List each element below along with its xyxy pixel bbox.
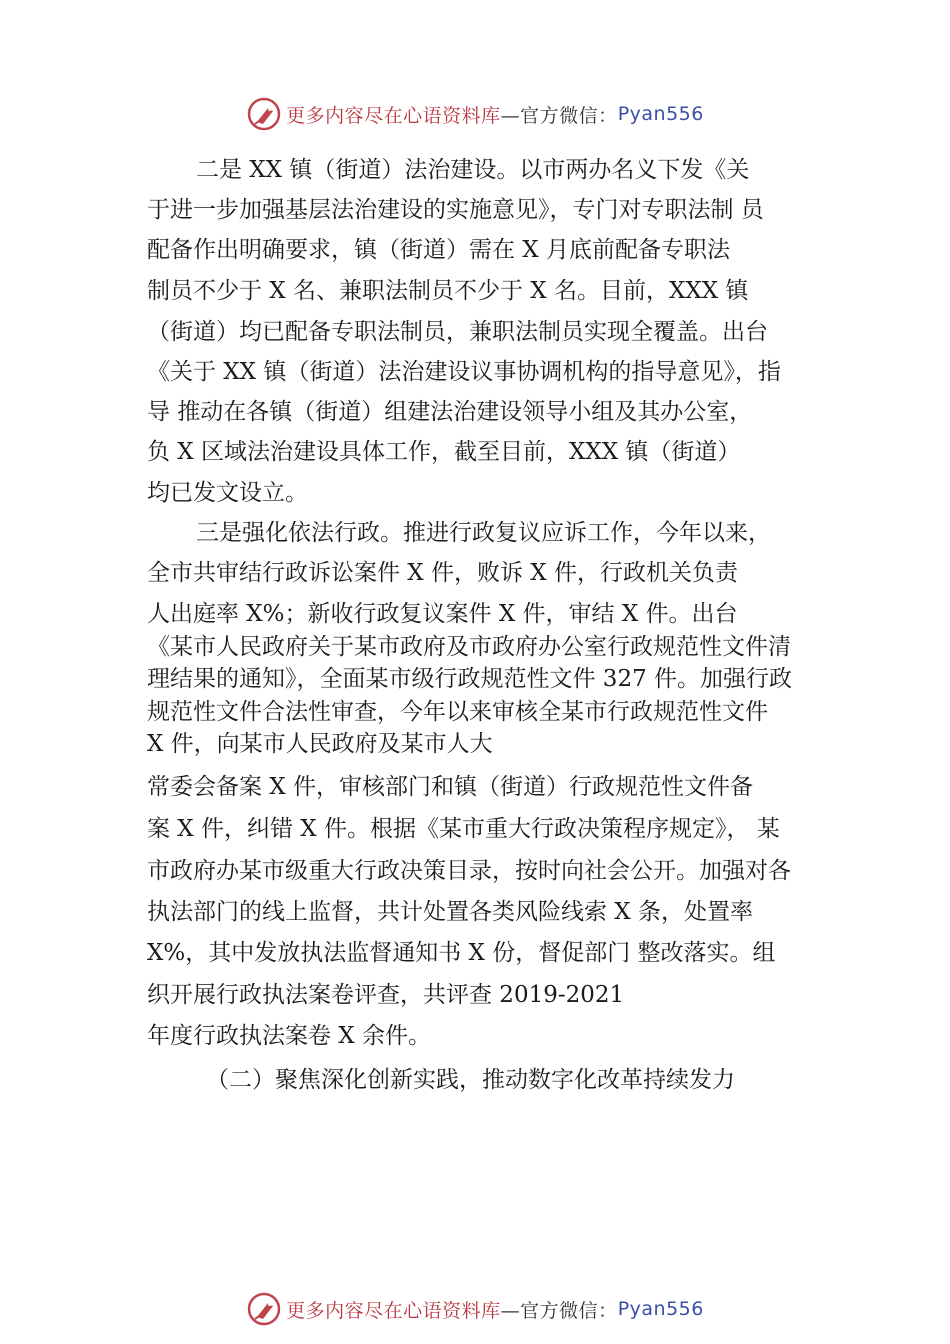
paragraph-line: 导 推动在各镇（街道）组建法治建设领导小组及其办公室， bbox=[147, 399, 753, 425]
paragraph-line: 织开展行政执法案卷评查，共评查 2019-2021 bbox=[147, 982, 625, 1008]
pen-nib-logo-icon bbox=[246, 1291, 282, 1327]
banner-separator: —官方微信： bbox=[500, 1299, 618, 1322]
section-heading: （二）聚焦深化创新实践，推动数字化改革持续发力 bbox=[206, 1067, 735, 1093]
paragraph-line: 理结果的通知》，全面某市级行政规范性文件 327 件。加强行政 bbox=[147, 666, 793, 692]
paragraph-line: 市政府办某市级重大行政决策目录，按时向社会公开。加强对各 bbox=[147, 858, 791, 884]
banner-wechat-id: Pyan556 bbox=[617, 1298, 704, 1320]
paragraph-line: 常委会备案 X 件，审核部门和镇（街道）行政规范性文件备 bbox=[147, 774, 753, 800]
paragraph-line: X 件，向某市人民政府及某市人大 bbox=[147, 731, 493, 757]
paragraph-line: 规范性文件合法性审查，今年以来审核全某市行政规范性文件 bbox=[147, 699, 768, 725]
footer-watermark-banner bbox=[0, 1289, 950, 1329]
paragraph-line: 制员不少于 X 名、兼职法制员不少于 X 名。目前，XXX 镇 bbox=[147, 278, 749, 304]
paragraph-line: 执法部门的线上监督，共计处置各类风险线索 X 条，处置率 bbox=[147, 899, 753, 925]
paragraph-line: 年度行政执法案卷 X 余件。 bbox=[147, 1023, 431, 1049]
banner-title: 更多内容尽在心语资料库 bbox=[286, 1299, 501, 1322]
paragraph-line: 人出庭率 X%；新收行政复议案件 X 件，审结 X 件。出台 bbox=[147, 601, 738, 627]
paragraph-line: 二是 XX 镇（街道）法治建设。以市两办名义下发《关 bbox=[196, 157, 750, 183]
banner-wechat-id: Pyan556 bbox=[617, 103, 704, 125]
paragraph-line: 《某市人民政府关于某市政府及市政府办公室行政规范性文件清 bbox=[147, 634, 791, 660]
banner-title: 更多内容尽在心语资料库 bbox=[286, 104, 501, 127]
paragraph-line: X%，其中发放执法监督通知书 X 份，督促部门 整改落实。组 bbox=[147, 940, 776, 966]
paragraph-line: （街道）均已配备专职法制员，兼职法制员实现全覆盖。出台 bbox=[147, 319, 768, 345]
paragraph-line: 负 X 区域法治建设具体工作，截至目前，XXX 镇（街道） bbox=[147, 439, 741, 465]
paragraph-line: 《关于 XX 镇（街道）法治建设议事协调机构的指导意见》，指 bbox=[147, 359, 781, 385]
paragraph-line: 全市共审结行政诉讼案件 X 件，败诉 X 件，行政机关负责 bbox=[147, 560, 738, 586]
paragraph-line: 案 X 件，纠错 X 件。根据《某市重大行政决策程序规定》， 某 bbox=[147, 816, 780, 842]
paragraph-line: 均已发文设立。 bbox=[147, 480, 308, 506]
banner-separator: —官方微信： bbox=[500, 104, 618, 127]
paragraph-line: 三是强化依法行政。推进行政复议应诉工作，今年以来， bbox=[196, 520, 771, 546]
paragraph-line: 配备作出明确要求，镇（街道）需在 X 月底前配备专职法 bbox=[147, 237, 730, 263]
paragraph-line: 于进一步加强基层法治建设的实施意见》，专门对专职法制 员 bbox=[147, 197, 764, 223]
